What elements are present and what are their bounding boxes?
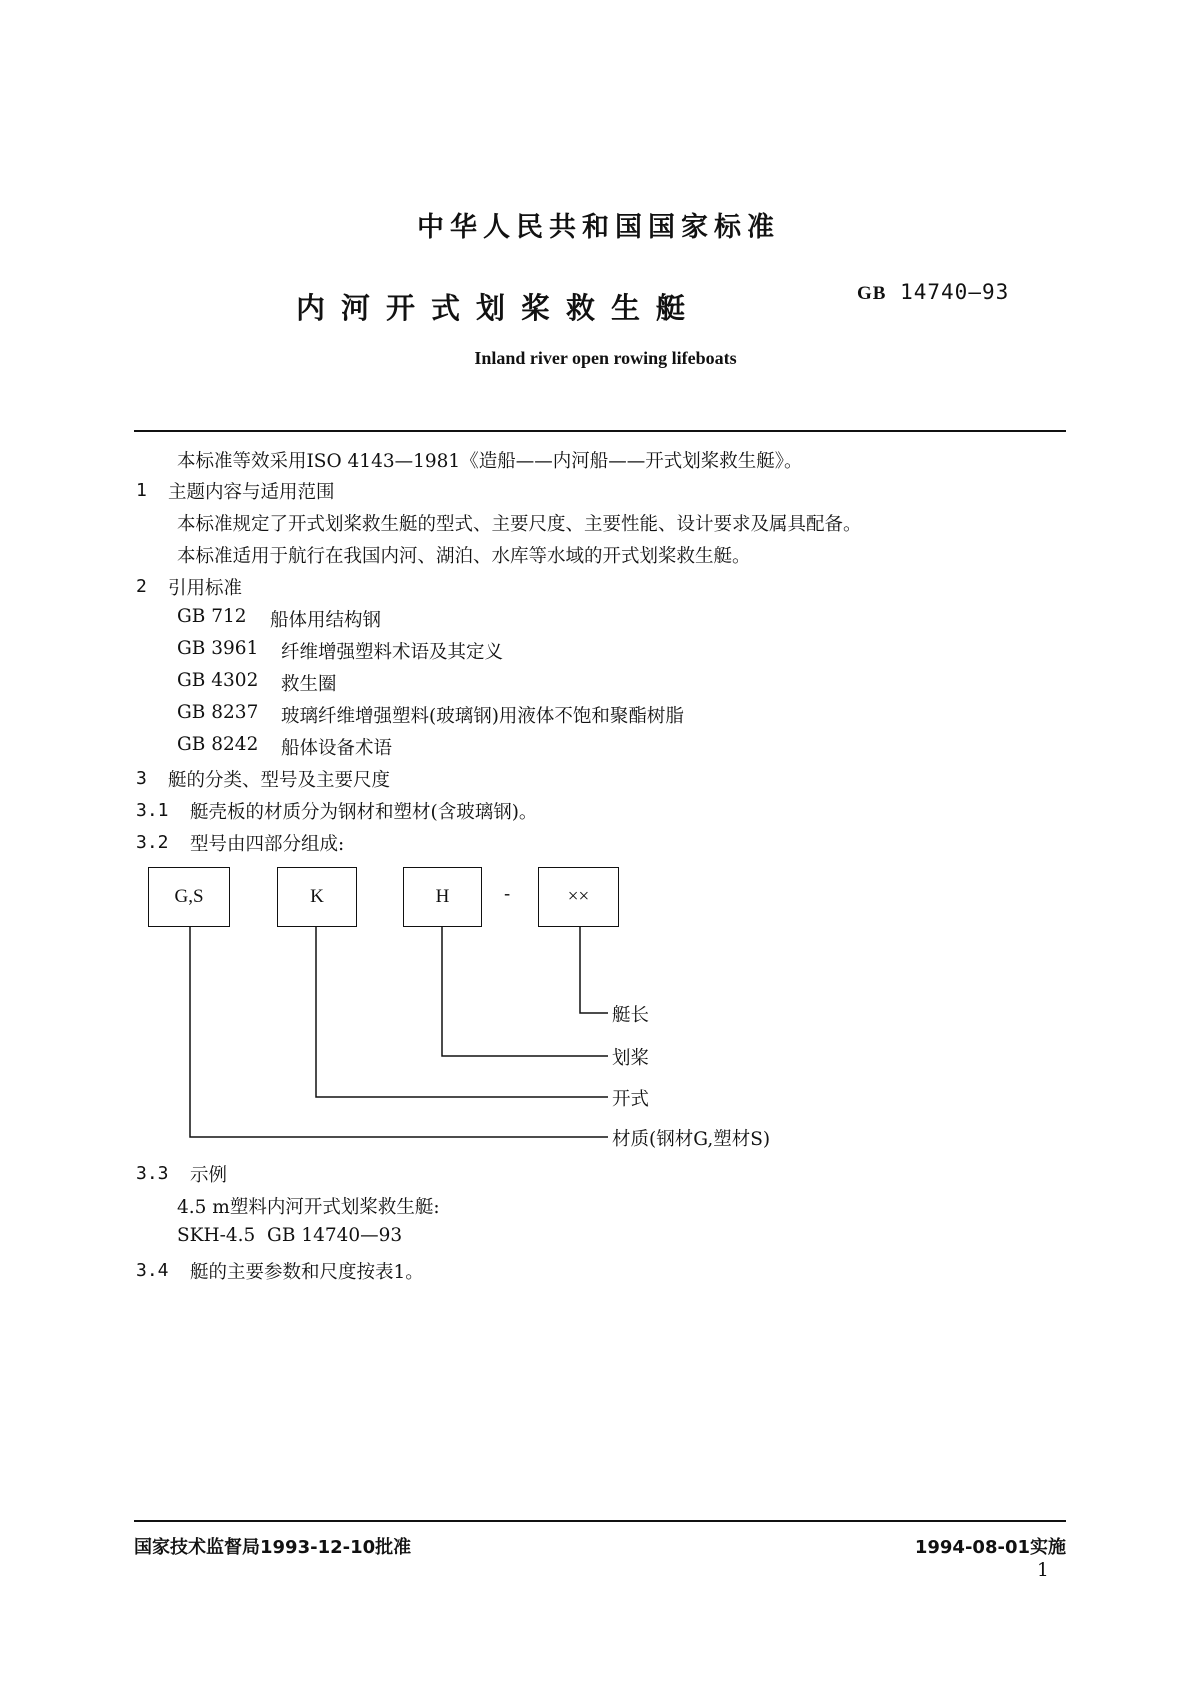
intro-paragraph: 本标准等效采用ISO 4143—1981《造船——内河船——开式划桨救生艇》。 xyxy=(177,451,803,472)
model-box-length: ×× xyxy=(538,867,619,927)
diagram-label-length: 艇长 xyxy=(612,1005,650,1026)
section-3-2-text: 型号由四部分组成: xyxy=(190,834,345,855)
section-3-1-text: 艇壳板的材质分为钢材和塑材(含玻璃钢)。 xyxy=(190,802,538,823)
diagram-label-open-type: 开式 xyxy=(612,1089,650,1110)
leader-line-material xyxy=(190,926,608,1137)
reference-code: GB 3961 xyxy=(177,638,259,659)
model-box-open-type: K xyxy=(277,867,357,927)
section-3-2-number: 3.2 xyxy=(136,832,169,853)
section-3-4-text: 艇的主要参数和尺度按表1。 xyxy=(190,1262,424,1283)
reference-code: GB 8242 xyxy=(177,734,259,755)
standard-code-prefix: GB xyxy=(857,283,887,304)
diagram-label-rowing: 划桨 xyxy=(612,1048,650,1069)
reference-name: 玻璃纤维增强塑料(玻璃钢)用液体不饱和聚酯树脂 xyxy=(281,706,684,727)
model-dash: - xyxy=(504,884,511,905)
section-3-3-title: 示例 xyxy=(190,1165,228,1186)
implementation-date: 1994-08-01实施 xyxy=(914,1537,1066,1558)
model-box-rowing: H xyxy=(403,867,482,927)
section-2-title: 引用标准 xyxy=(168,578,243,599)
reference-name: 船体设备术语 xyxy=(281,738,393,759)
section-2-number: 2 xyxy=(136,576,147,597)
standard-code-number: 14740—93 xyxy=(900,280,1010,304)
example-description: 4.5 m塑料内河开式划桨救生艇: xyxy=(177,1197,440,1218)
page-number: 1 xyxy=(1037,1560,1049,1581)
section-3-4-number: 3.4 xyxy=(136,1260,169,1281)
reference-code: GB 8237 xyxy=(177,702,259,723)
section-3-3-number: 3.3 xyxy=(136,1163,169,1184)
reference-name: 船体用结构钢 xyxy=(270,610,382,631)
standard-title-en: Inland river open rowing lifeboats xyxy=(474,348,737,368)
national-standard-heading: 中华人民共和国国家标准 xyxy=(417,212,780,243)
standard-title-cn: 内河开式划桨救生艇 xyxy=(296,291,702,325)
reference-code: GB 4302 xyxy=(177,670,259,691)
section-1-paragraph-2: 本标准适用于航行在我国内河、湖泊、水库等水域的开式划桨救生艇。 xyxy=(177,546,751,567)
section-1-paragraph-1: 本标准规定了开式划桨救生艇的型式、主要尺度、主要性能、设计要求及属具配备。 xyxy=(177,514,862,535)
approval-statement: 国家技术监督局1993-12-10批准 xyxy=(134,1537,412,1558)
footer-divider xyxy=(134,1520,1066,1522)
leader-line-length xyxy=(580,926,608,1013)
section-3-title: 艇的分类、型号及主要尺度 xyxy=(168,770,391,791)
section-1-title: 主题内容与适用范围 xyxy=(168,482,335,503)
section-3-1-number: 3.1 xyxy=(136,800,169,821)
reference-name: 纤维增强塑料术语及其定义 xyxy=(281,642,504,663)
section-3-number: 3 xyxy=(136,768,147,789)
model-box-material: G,S xyxy=(148,867,230,927)
example-code: SKH-4.5 GB 14740—93 xyxy=(177,1225,403,1246)
reference-code: GB 712 xyxy=(177,606,247,627)
leader-line-rowing xyxy=(442,926,608,1056)
reference-name: 救生圈 xyxy=(281,674,337,695)
leader-line-open-type xyxy=(316,926,608,1097)
section-1-number: 1 xyxy=(136,480,147,501)
diagram-label-material: 材质(钢材G,塑材S) xyxy=(612,1129,771,1150)
